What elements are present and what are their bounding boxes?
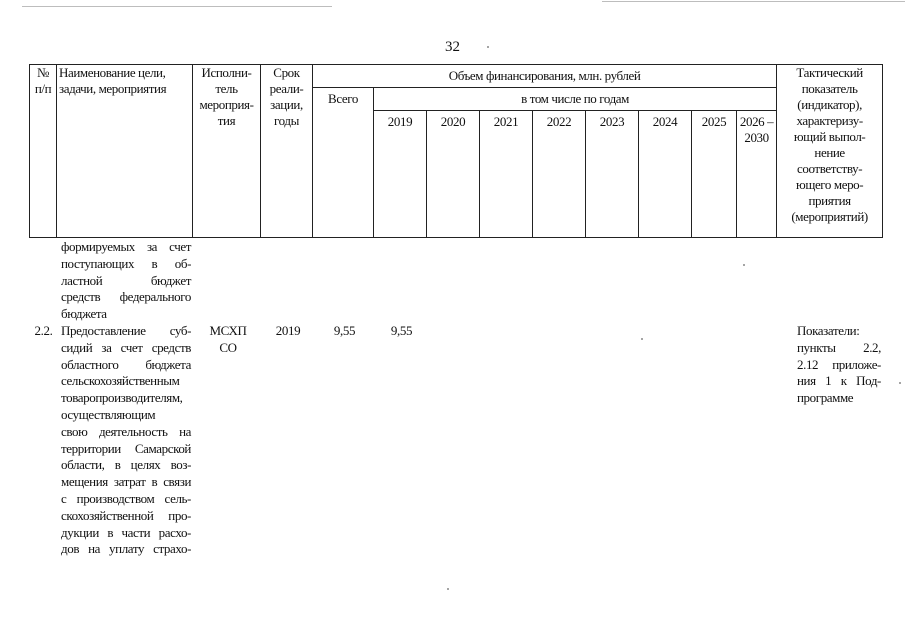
header-term-line: реали- (269, 81, 304, 96)
top-edge-line-right (602, 1, 905, 2)
header-year: 2019 (374, 111, 427, 238)
row-name-line: территории Самарской (61, 440, 191, 456)
header-executor-line: мероприя- (199, 97, 254, 112)
page-number: 32 (445, 39, 460, 55)
row-name-line: сельскохозяйственным (61, 373, 180, 389)
header-indicator-line: ющий выпол- (793, 129, 866, 144)
row-name-line: с производством сель- (61, 490, 191, 506)
scan-speck (641, 338, 643, 340)
continuation-line: поступающих в об- (61, 255, 191, 271)
row-name-line: товаропроизводителям, (61, 390, 183, 406)
scan-speck (743, 264, 745, 266)
header-indicator-line: ющего меро- (796, 177, 864, 192)
scan-speck (487, 46, 489, 48)
header-year: 2020 (427, 111, 480, 238)
continuation-line: бюджета (61, 306, 107, 322)
header-funding-title: Объем финансирования, млн. рублей (313, 65, 777, 88)
row-indicator-line: программе (797, 390, 854, 406)
row-name-line: сидий за счет средств (61, 339, 191, 355)
funding-table-header (29, 64, 883, 238)
row-name-line: дов на уплату страхо- (61, 541, 191, 557)
header-term-line: годы (274, 113, 299, 128)
header-executor-line: тия (217, 113, 236, 128)
row-name-line: скохозяйственной про- (61, 507, 191, 523)
row-name-line: свою деятельность на (61, 423, 191, 439)
header-year-last (737, 111, 777, 238)
header-name: Наименование цели, задачи, мероприятия (57, 65, 193, 238)
row-2019: 9,55 (390, 323, 413, 338)
scan-speck (447, 588, 449, 590)
row-name (61, 323, 191, 558)
scan-speck (899, 382, 901, 384)
header-executor (193, 65, 261, 238)
header-year: 2022 (533, 111, 586, 238)
header-indicator-line: (индикатор), (797, 97, 862, 112)
header-indicator-line: показатель (801, 81, 858, 96)
row-executor-line: СО (219, 339, 237, 355)
row-executor (194, 323, 262, 357)
header-by-years: в том числе по годам (374, 88, 777, 111)
row-executor-line: МСХП (209, 323, 247, 338)
row-name-line: Предоставление суб- (61, 323, 191, 338)
header-term (261, 65, 313, 238)
header-total: Всего (313, 88, 374, 238)
header-indicator (777, 65, 883, 238)
header-term-line: зации, (270, 97, 303, 112)
header-indicator-line: нение (814, 145, 845, 160)
header-year: 2021 (480, 111, 533, 238)
header-year-last-line: 2030 (744, 130, 769, 145)
header-executor-line: тель (215, 81, 238, 96)
row-name-line: области, в целях воз- (61, 457, 191, 473)
continuation-text (61, 239, 191, 323)
row-indicator-line: ния 1 к Под- (797, 373, 881, 389)
row-number: 2.2. (34, 323, 53, 338)
top-edge-line-left (22, 6, 332, 7)
header-executor-line: Исполни- (201, 65, 252, 80)
row-term: 2019 (275, 323, 301, 338)
row-name-line: осуществляющим (61, 406, 156, 422)
continuation-line: формируемых за счет (61, 239, 191, 254)
continuation-line: ластной бюджет (61, 272, 191, 288)
header-year: 2023 (586, 111, 639, 238)
header-term-line: Срок (273, 65, 300, 80)
row-total: 9,55 (333, 323, 356, 338)
row-name-line: мещения затрат в связи (61, 474, 191, 490)
header-indicator-line: приятия (808, 193, 851, 208)
row-indicator-line: 2.12 приложе- (797, 356, 881, 372)
header-year: 2025 (692, 111, 737, 238)
row-indicator-line: пункты 2.2, (797, 339, 881, 355)
continuation-line: средств федерального (61, 289, 191, 305)
row-name-line: дукции в части расхо- (61, 524, 191, 540)
row-indicator (797, 323, 881, 407)
header-indicator-line: соответству- (797, 161, 863, 176)
header-year-last-line: 2026 – (739, 114, 774, 129)
header-indicator-line: (мероприятий) (791, 209, 868, 224)
row-indicator-line: Показатели: (797, 323, 860, 338)
header-indicator-line: характеризу- (796, 113, 863, 128)
header-year: 2024 (639, 111, 692, 238)
row-name-line: областного бюджета (61, 356, 191, 372)
header-num: № п/п (30, 65, 57, 238)
header-indicator-line: Тактический (796, 65, 863, 80)
